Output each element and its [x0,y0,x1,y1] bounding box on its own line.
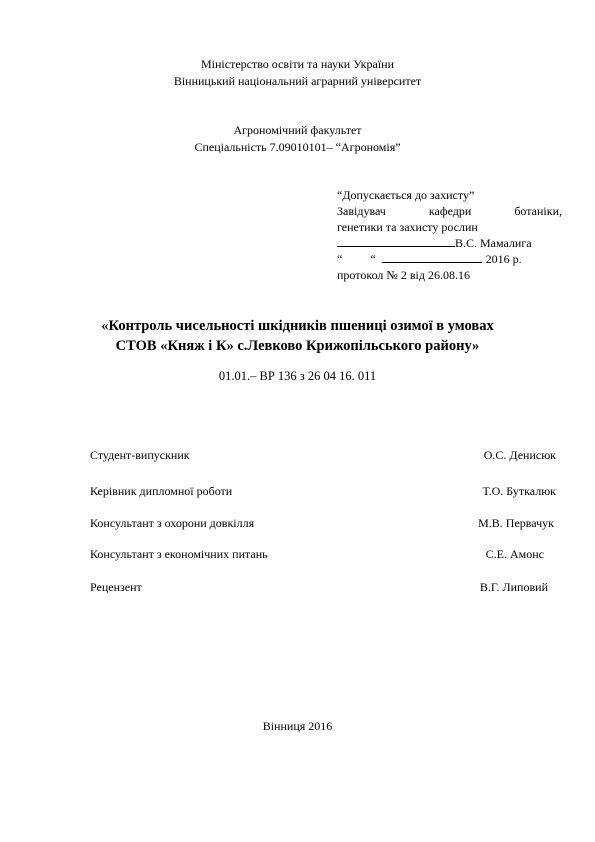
approval-signature-line [337,235,562,251]
signature-name: В.Г. Липовий [479,580,548,594]
signature-name: М.В. Первачук [478,516,554,530]
approval-head-name: В.С. Мамалига [455,236,532,250]
signature-name: О.С. Денисюк [483,448,556,462]
thesis-code: 01.01.– ВР 136 з 26 04 16. 011 [218,369,377,383]
thesis-title [0,316,595,356]
ministry-name: Міністерство освіти та науки України [201,57,394,71]
thesis-title-line-2: СТОВ «Княж і К» с.Левково Крижопільського району» [115,338,480,354]
approval-word-head: Завідувач [337,204,386,218]
approval-protocol-line: протокол № 2 від 26.08.16 [337,268,470,282]
approval-department-line: генетики та захисту рослин [337,220,478,234]
date-quote-close: “ [370,252,376,266]
date-quote-open: “ [337,252,343,266]
approval-admission-line: “Допускається до захисту” [337,188,475,202]
signature-role: Рецензент [90,580,142,594]
specialty-name: Спеціальність 7.09010101– “Агрономія” [194,140,401,154]
approval-word-department: кафедри [428,204,472,218]
date-blank [382,251,482,263]
thesis-title-line-1: «Контроль чисельності шкідників пшениці озимої в умовах [101,318,494,334]
city-year: Вінниця 2016 [262,719,333,733]
signature-role: Консультант з економічних питань [90,547,268,561]
faculty-name: Агрономічний факультет [233,123,362,137]
signature-name: С.Е. Амонс [485,547,544,561]
signature-role: Консультант з охорони довкілля [90,516,255,530]
approval-word-botany: ботаніки, [514,204,562,218]
signature-name: Т.О. Буткалюк [482,484,556,498]
approval-year: 2016 р. [485,252,522,266]
approval-block [337,187,562,283]
university-name: Вінницький національний аграрний університет [173,74,422,88]
signature-role: Студент-випускник [90,448,190,462]
signature-role: Керівник дипломної роботи [90,484,233,498]
signature-blank [337,235,455,247]
approval-date-line [337,251,562,267]
approval-head-line [337,203,562,219]
